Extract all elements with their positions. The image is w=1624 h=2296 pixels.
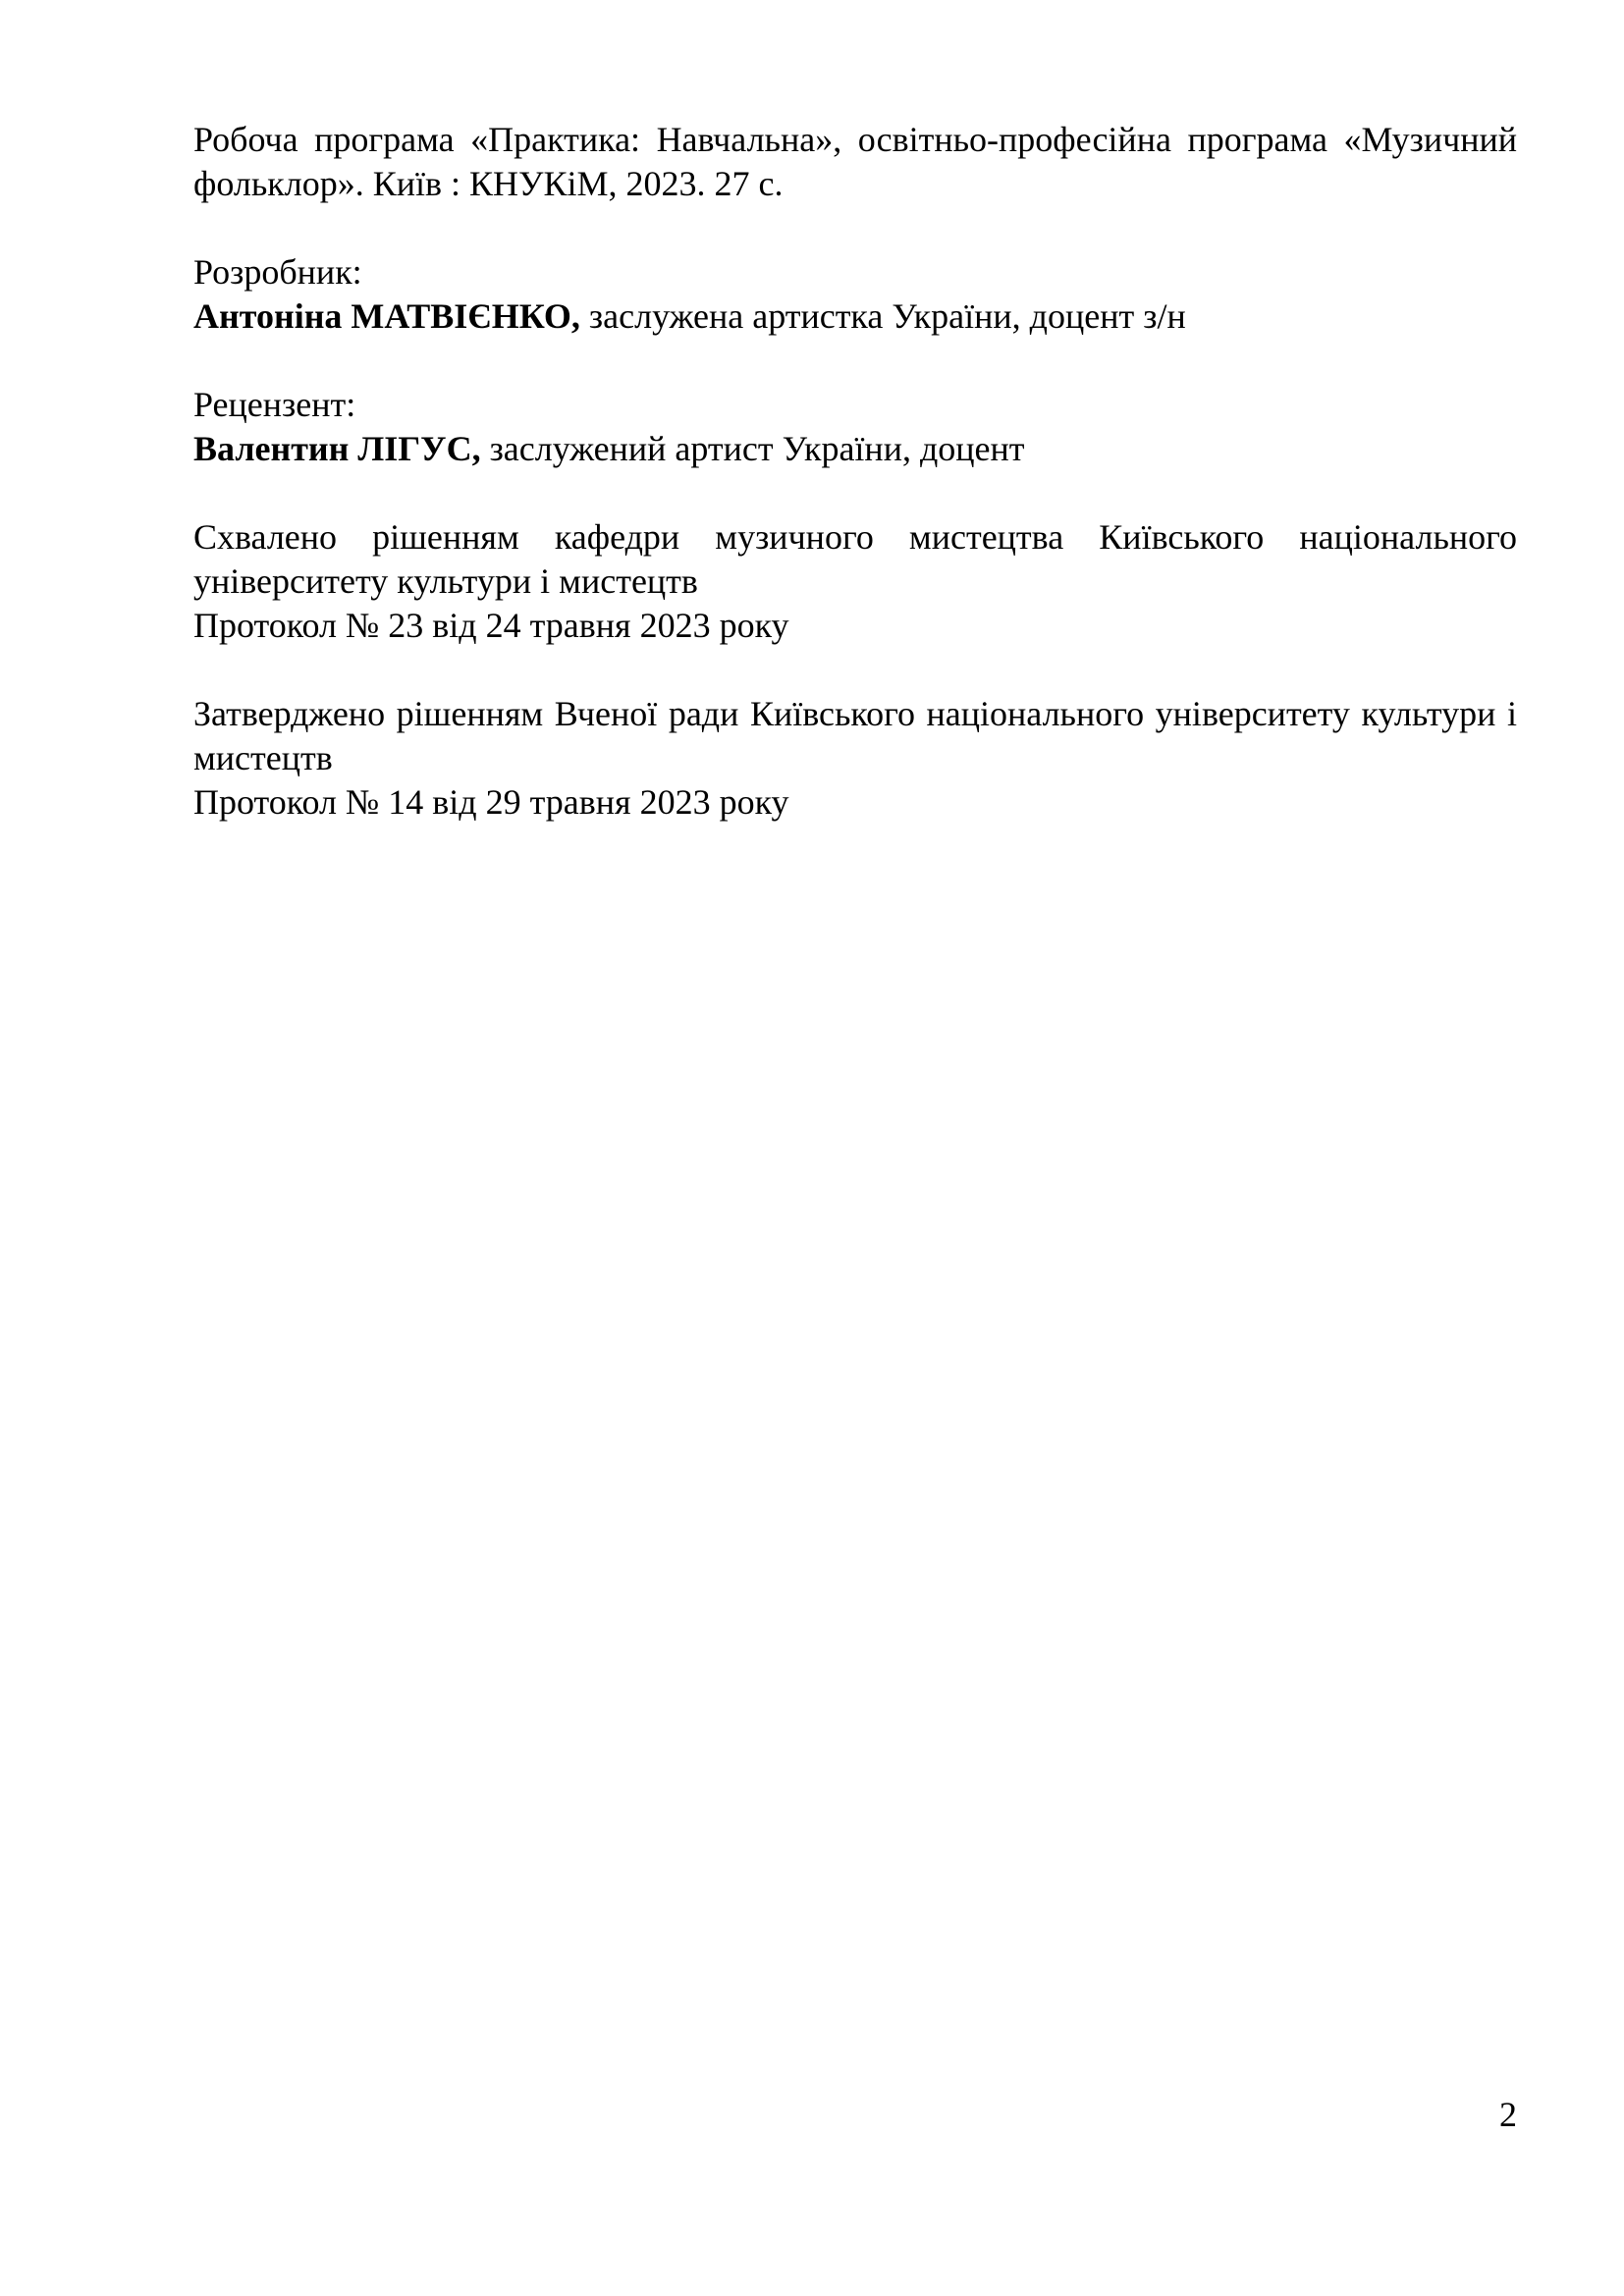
reviewer-section (193, 383, 1517, 471)
developer-section (193, 250, 1517, 339)
developer-name: Антоніна МАТВІЄНКО, (193, 296, 580, 336)
department-approval-protocol: Протокол № 23 від 24 травня 2023 року (193, 606, 789, 645)
developer-line (193, 294, 1517, 339)
citation-paragraph (193, 118, 1517, 206)
citation-text: Робоча програма «Практика: Навчальна», освітньо-професійна програма «Музичний фольклор». Київ : КНУКіМ, 2023. 27 с. (193, 120, 1517, 203)
department-approval-section (193, 515, 1517, 648)
developer-heading: Розробник: (193, 252, 362, 292)
reviewer-heading: Рецензент: (193, 385, 356, 424)
council-approval-text: Затверджено рішенням Вченої ради Київського національного університету культури і мистецтв (193, 694, 1517, 777)
reviewer-name: Валентин ЛІГУС, (193, 429, 481, 468)
council-approval-protocol: Протокол № 14 від 29 травня 2023 року (193, 782, 789, 822)
page-number: 2 (1499, 2095, 1517, 2134)
reviewer-line (193, 427, 1517, 471)
council-approval-section (193, 692, 1517, 825)
department-approval-text: Схвалено рішенням кафедри музичного мистецтва Київського національного університету культури і мистецтв (193, 517, 1517, 601)
reviewer-details: заслужений артист України, доцент (480, 429, 1025, 468)
page-content (193, 118, 1517, 869)
developer-details: заслужена артистка України, доцент з/н (579, 296, 1186, 336)
